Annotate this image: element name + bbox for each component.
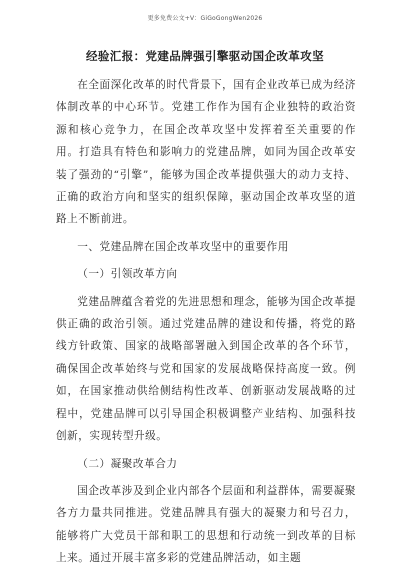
subsection-one-paragraph: 党建品牌蕴含着党的先进思想和理念，能够为国企改革提供正确的政治引领。通过党建品牌的建设和传播，将党的路线方针政策、国家的战略部署融入到国企改革的各个环节，确保国企改革始终与党和国家的发展战略保持高度一致。例如，在国家推动供给侧结构性改革、创新驱动发展战略的过程中，党建品牌可以引导国企积极调整产业结构、加强科技创新，实现转型升级。	[56, 295, 356, 443]
subsection-one-heading: （一）引领改革方向	[77, 268, 178, 281]
subsection-two-paragraph: 国企改革涉及到企业内部各个层面和利益群体，需要凝聚各方力量共同推进。党建品牌具有强大的凝聚力和号召力，能够将广大党员干部和职工的思想和行动统一到改革的目标上来。通过开展丰富多彩的党建品牌活动，如主题	[56, 484, 356, 565]
intro-paragraph: 在全面深化改革的时代背景下，国有企业改革已成为经济体制改革的中心环节。党建工作作为国有企业独特的政治资源和核心竞争力，在国企改革攻坚中发挥着至关重要的作用。打造具有特色和影响力的党建品牌，如同为国企改革安装了强劲的“引擎”，能够为国企改革提供强大的动力支持、正确的政治方向和坚实的组织保障，驱动国企改革攻坚的道路上不断前进。	[56, 79, 356, 226]
header-note: 更多免费公文+V：GiGoGongWen2026	[147, 15, 263, 22]
section-one-heading: 一、党建品牌在国企改革攻坚中的重要作用	[77, 240, 289, 253]
subsection-two-heading: （二）凝聚改革合力	[77, 457, 178, 470]
document-title: 经验汇报：党建品牌强引擎驱动国企改革攻坚	[86, 49, 324, 63]
document-body	[56, 74, 356, 570]
